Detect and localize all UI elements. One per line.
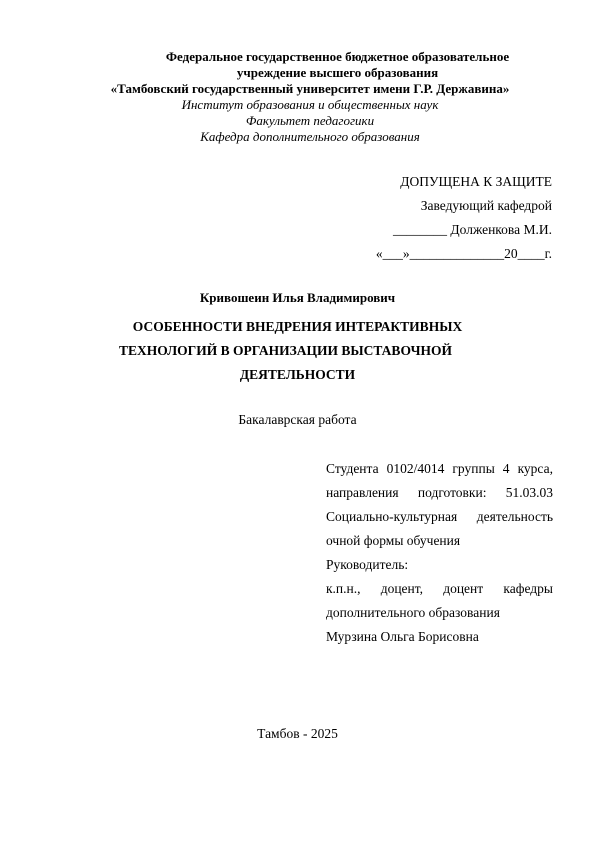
institute-name: Институт образования и общественных наук bbox=[181, 97, 439, 112]
admission-signature: ________ Долженкова М.И. bbox=[393, 222, 552, 237]
thesis-title bbox=[80, 315, 595, 387]
supervisor-name: Мурзина Ольга Борисовна bbox=[326, 629, 479, 644]
supervisor-word: кафедры bbox=[503, 581, 553, 596]
student-group-number: 0102/4014 bbox=[386, 461, 445, 476]
supervisor-word: к.п.н., bbox=[326, 581, 361, 596]
thesis-title-line-3: ДЕЯТЕЛЬНОСТИ bbox=[239, 367, 356, 382]
admission-block bbox=[376, 170, 552, 266]
department-name: Кафедра дополнительного образования bbox=[200, 129, 420, 144]
student-info-block bbox=[326, 457, 553, 649]
direction-code: 51.03.03 bbox=[505, 485, 553, 500]
admission-position: Заведующий кафедрой bbox=[420, 198, 552, 213]
student-word: Социально-культурная bbox=[326, 509, 458, 524]
author-name: Кривошеин Илья Владимирович bbox=[199, 290, 396, 305]
thesis-title-line-2: ТЕХНОЛОГИЙ В ОРГАНИЗАЦИИ ВЫСТАВОЧНОЙ bbox=[118, 343, 453, 358]
supervisor-word: доцент bbox=[443, 581, 484, 596]
city-year: Тамбов - 2025 bbox=[257, 726, 338, 741]
supervisor-department: дополнительного образования bbox=[326, 605, 500, 620]
student-word: подготовки: bbox=[417, 485, 487, 500]
student-word: направления bbox=[326, 485, 399, 500]
student-word: курса, bbox=[517, 461, 553, 476]
student-word: группы bbox=[452, 461, 495, 476]
supervisor-word: доцент, bbox=[380, 581, 424, 596]
admission-date: «___»______________20____г. bbox=[375, 246, 552, 261]
faculty-name: Факультет педагогики bbox=[245, 113, 375, 128]
thesis-title-line-1: ОСОБЕННОСТИ ВНЕДРЕНИЯ ИНТЕРАКТИВНЫХ bbox=[132, 319, 463, 334]
institution-line-1: Федеральное государственное бюджетное образовательное bbox=[165, 49, 510, 64]
work-type: Бакалаврская работа bbox=[238, 412, 357, 427]
student-course-number: 4 bbox=[502, 461, 510, 476]
student-word: деятельность bbox=[476, 509, 553, 524]
study-form: очной формы обучения bbox=[326, 533, 461, 548]
supervisor-label: Руководитель: bbox=[326, 557, 409, 572]
student-word: Студента bbox=[326, 461, 379, 476]
student-line-1 bbox=[326, 457, 553, 481]
student-line-2 bbox=[326, 481, 553, 505]
institution-header bbox=[80, 49, 595, 145]
institution-line-2: учреждение высшего образования bbox=[236, 65, 439, 80]
supervisor-title-line bbox=[326, 577, 553, 601]
university-name: «Тамбовский государственный университет имени Г.Р. Державина» bbox=[110, 81, 510, 96]
admission-title: ДОПУЩЕНА К ЗАЩИТЕ bbox=[400, 174, 552, 189]
student-line-3 bbox=[326, 505, 553, 529]
